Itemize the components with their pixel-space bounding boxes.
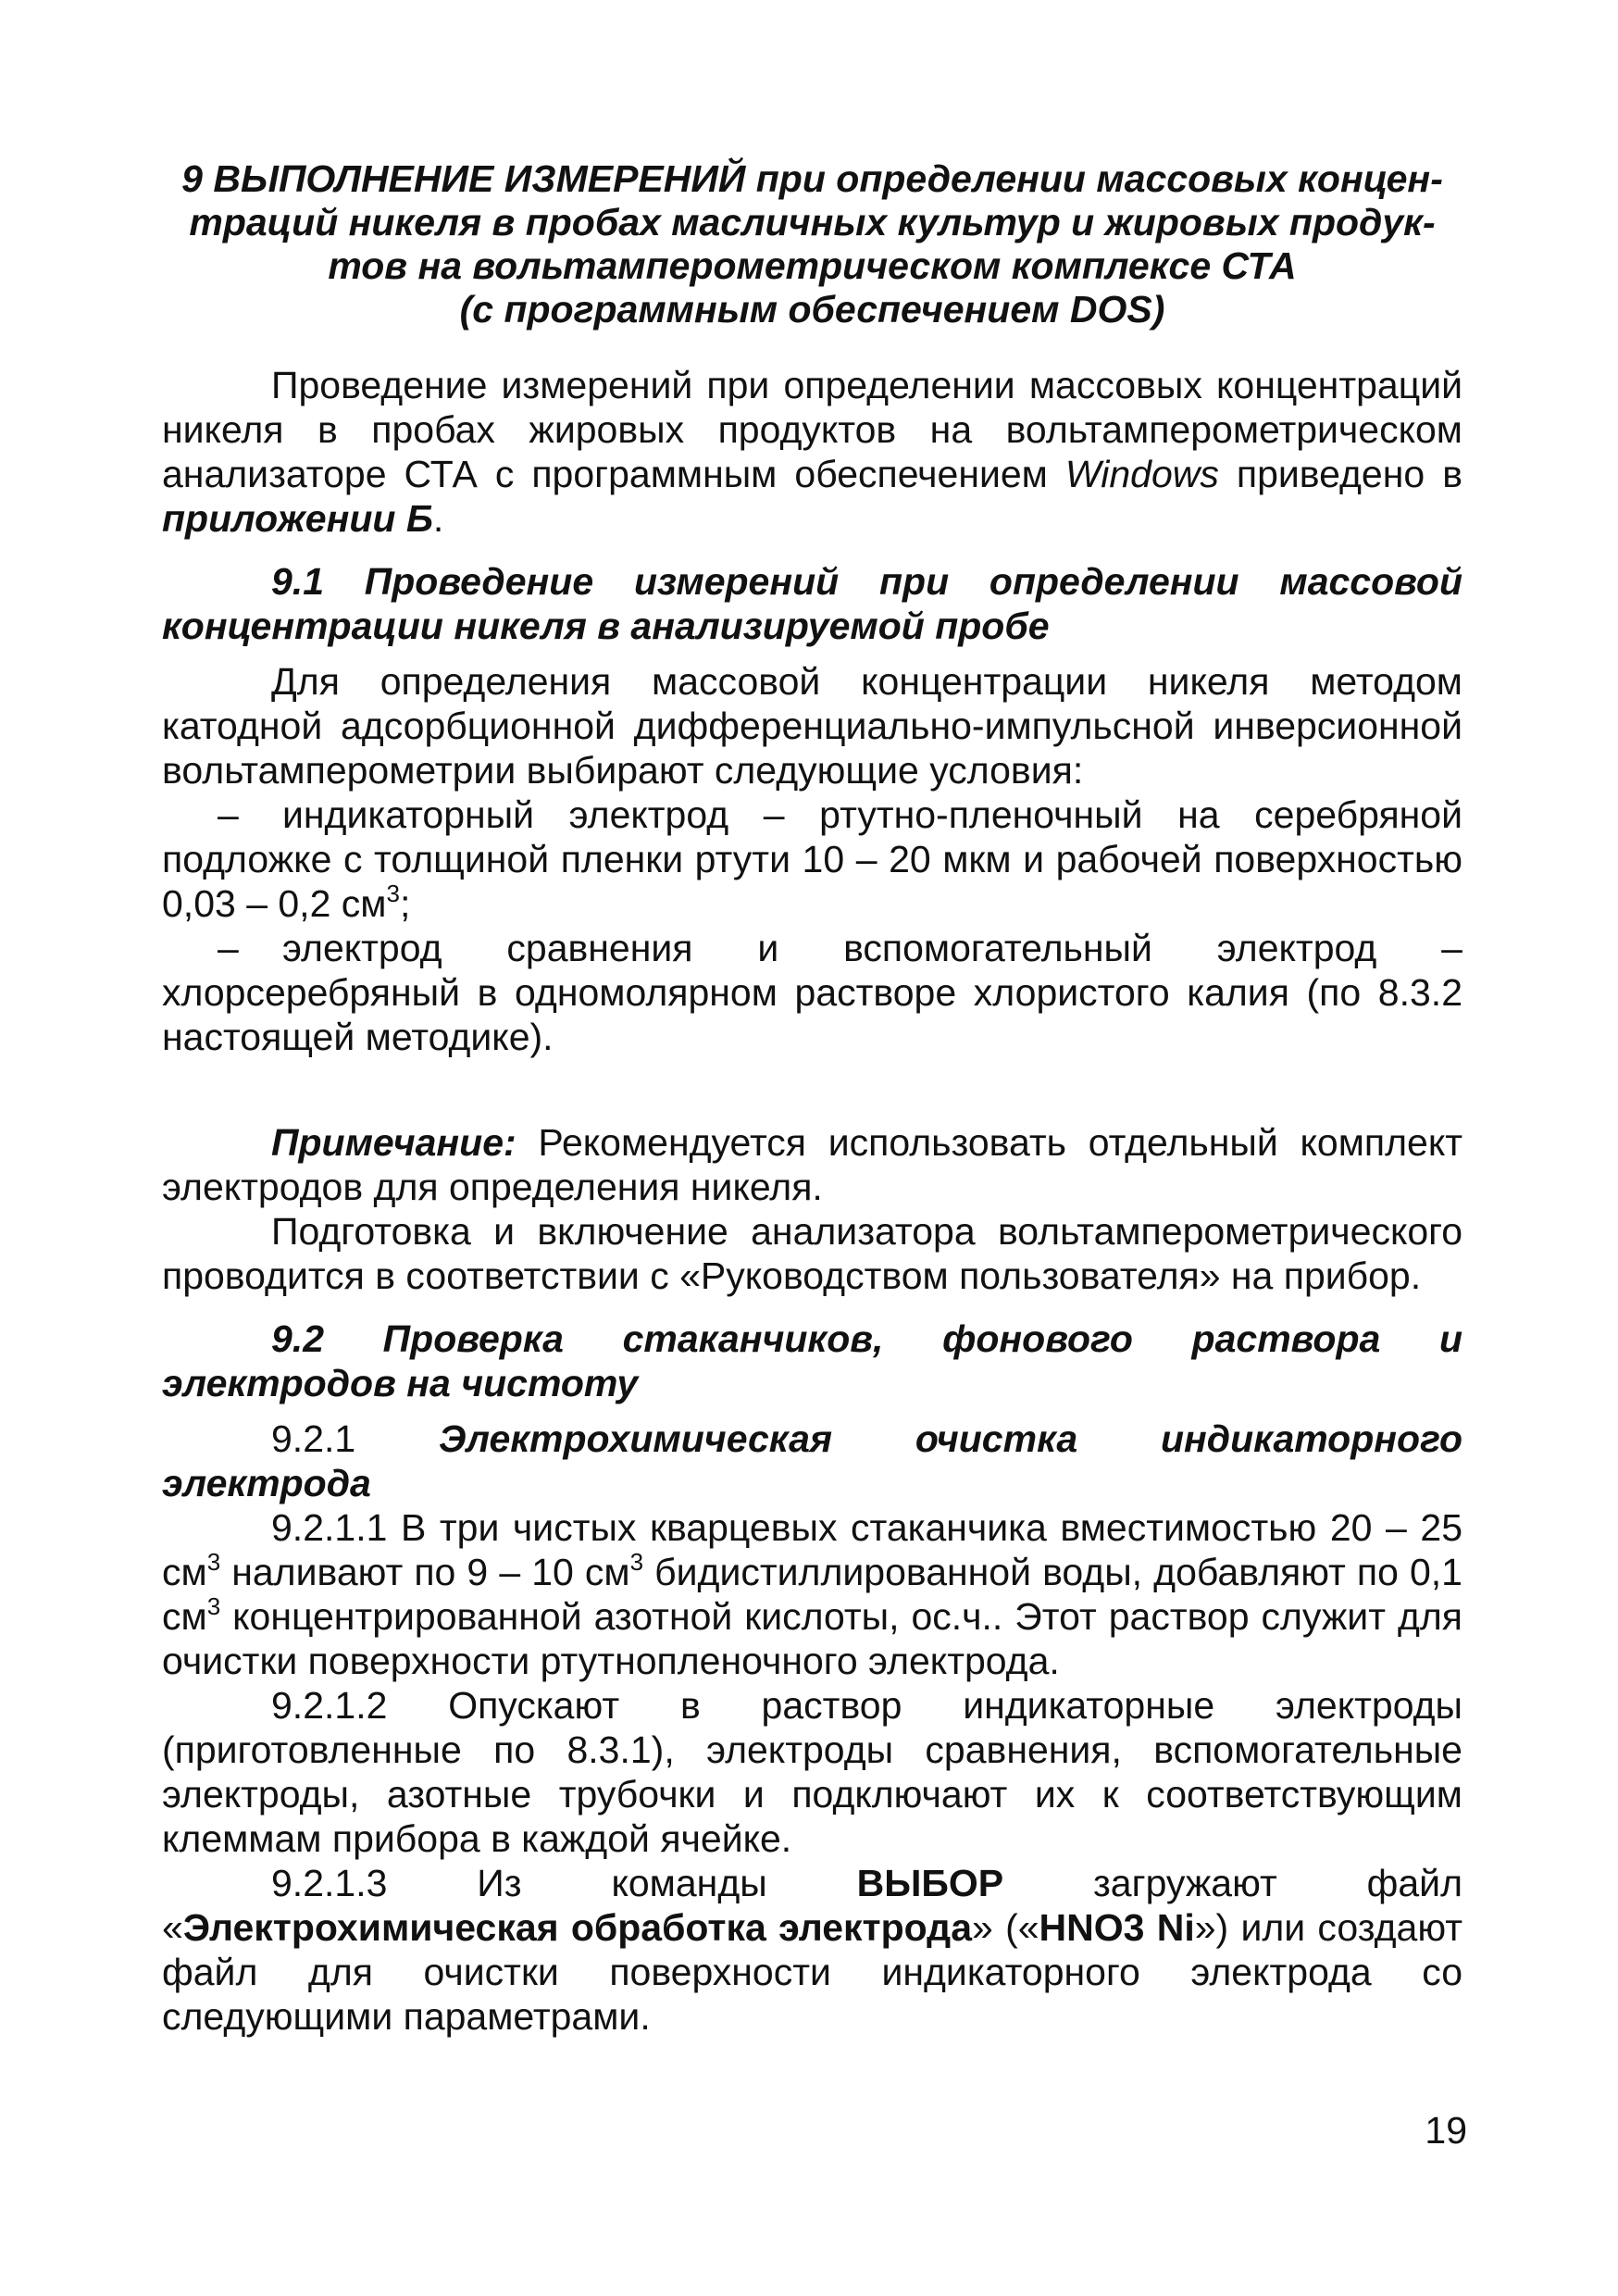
note-label: Примечание: (271, 1121, 517, 1164)
paragraph-9-2-1-3 (162, 1861, 1462, 2039)
command-name: ВЫБОР (856, 1862, 1004, 1904)
file-short-name: HNO3 Ni (1039, 1906, 1195, 1949)
subsection-number: 9.2.1 (271, 1417, 440, 1460)
intro-paragraph (162, 363, 1462, 541)
paragraph-9-2-1-2: 9.2.1.2 Опускают в раствор индикаторные электроды (приготовленные по 8.3.1), электроды сравнения, вспомогательные электроды, азотные трубочки и подключают их к соответствующим клеммам прибора в каждой ячейке. (162, 1684, 1462, 1860)
appendix-reference: приложении Б (162, 497, 433, 540)
page-number: 19 (1425, 2109, 1467, 2152)
note-text: Рекомендуется использовать отдельный комплект электродов для определения никеля. (162, 1121, 1462, 1208)
heading-line-1: 9 ВЫПОЛНЕНИЕ ИЗМЕРЕНИЙ при определении массовых концен- (181, 157, 1443, 200)
section-9-1-paragraph: Для определения массовой концентрации никеля методом катодной адсорбционной дифференциально-импульсной инверсионной вольтамперометрии выбирают следующие условия: (162, 660, 1462, 792)
paragraph-text: бидистиллированной воды, добавляют по 0,1 см (162, 1551, 1462, 1638)
heading-line-4: (с программным обеспечением DOS) (459, 288, 1165, 331)
paragraph-text: 9.2.1.1 В три чистых кварцевых стаканчика вместимостью 20 – 25 см (162, 1506, 1462, 1593)
intro-text: Проведение измерений при определении массовых концентраций никеля в пробах жировых продуктов на вольтамперометрическом анализаторе СТА с программным обеспечением (162, 364, 1462, 495)
paragraph-9-2-1-1 (162, 1505, 1462, 1683)
section-9-1-title: 9.1 Проведение измерений при определении массовой концентрации никеля в анализируемой пробе (162, 560, 1462, 647)
paragraph-text: концентрированной азотной кислоты, ос.ч.. Этот раствор служит для очистки поверхности ртутнопленочного электрода. (162, 1595, 1462, 1682)
list-item (162, 926, 1462, 1059)
chapter-heading (162, 157, 1462, 331)
subsection-title: Электрохимическая очистка индикаторного электрода (162, 1417, 1462, 1504)
dash-marker: – (218, 927, 239, 969)
superscript: 3 (206, 1548, 221, 1576)
section-9-2-title: 9.2 Проверка стаканчиков, фонового раствора и электродов на чистоту (162, 1317, 1462, 1404)
dash-marker: – (218, 793, 239, 836)
list-item (162, 792, 1462, 926)
intro-end: . (432, 497, 444, 540)
heading-line-2: траций никеля в пробах масличных культур и жировых продук- (189, 201, 1436, 243)
heading-line-3: тов на вольтамперометрическом комплексе СТА (328, 244, 1297, 287)
list-item-end: ; (399, 882, 411, 925)
file-name: Электрохимическая обработка электрода (182, 1906, 972, 1949)
superscript: 3 (206, 1592, 221, 1620)
intro-text-2: приведено в (1218, 453, 1462, 495)
superscript: 3 (386, 880, 400, 907)
paragraph-text: загружают файл « (162, 1862, 1463, 1949)
paragraph-text: наливают по 9 – 10 см (220, 1551, 630, 1593)
list-item-text: индикаторный электрод – ртутно-пленочный на серебряной подложке с толщиной пленки ртути 10 – 20 мкм и рабочей поверхностью 0,03 – 0,2 см (162, 793, 1462, 925)
note-paragraph (162, 1120, 1462, 1209)
document-page (162, 157, 1462, 2039)
windows-term: Windows (1064, 453, 1219, 495)
superscript: 3 (629, 1548, 644, 1576)
paragraph-text: ») или создают файл для очистки поверхности индикаторного электрода со следующими параметрами. (162, 1906, 1462, 2038)
paragraph-text: 9.2.1.3 Из команды (271, 1862, 857, 1904)
subsection-9-2-1 (162, 1416, 1462, 1505)
preparation-paragraph: Подготовка и включение анализатора вольтамперометрического проводится в соответствии с «Руководством пользователя» на прибор. (162, 1210, 1462, 1297)
list-item-text: электрод сравнения и вспомогательный электрод – хлорсеребряный в одномолярном растворе хлористого калия (по 8.3.2 настоящей методике). (162, 927, 1462, 1058)
paragraph-text: » (« (972, 1906, 1039, 1949)
